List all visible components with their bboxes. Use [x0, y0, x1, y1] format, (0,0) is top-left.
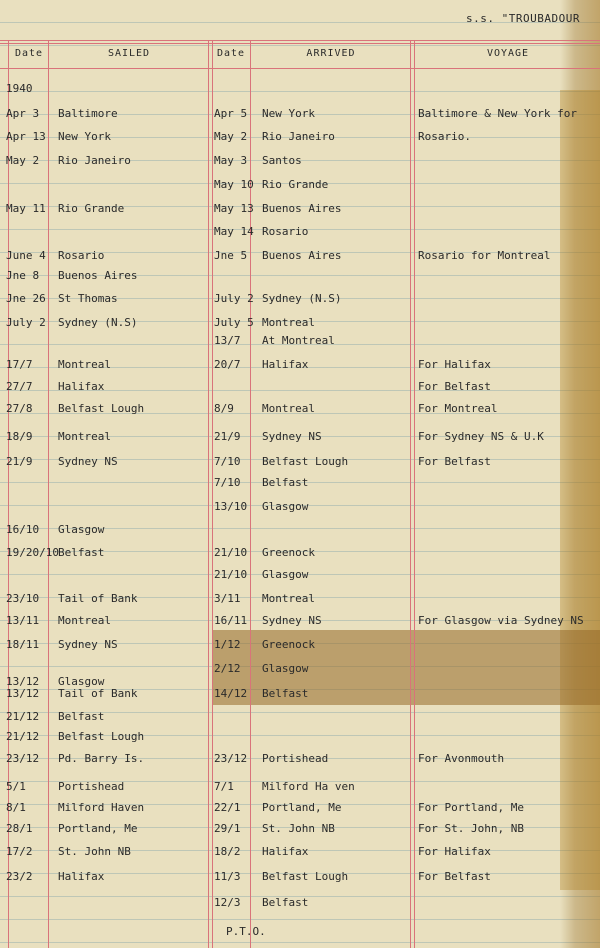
arrived-port-cell: Montreal [262, 316, 315, 329]
voyage-cell: For Halifax [418, 358, 491, 371]
sailed-date-cell: 5/1 [6, 780, 26, 793]
arrived-port-cell: Glasgow [262, 500, 309, 513]
sailed-date-cell: 8/1 [6, 801, 26, 814]
sailed-date-cell: 23/10 [6, 592, 40, 605]
sailed-date-cell: 13/12 [6, 687, 40, 700]
arrived-port-cell: Portishead [262, 752, 329, 765]
arrived-port-cell: Belfast Lough [262, 870, 349, 883]
column-rule-6 [410, 40, 411, 948]
sailed-port-cell: Glasgow [58, 523, 105, 536]
arrived-port-cell: Glasgow [262, 662, 309, 675]
arrived-date-cell: 12/3 [214, 896, 241, 909]
sailed-date-cell: Apr 3 [6, 107, 40, 120]
sailed-date-cell: 21/12 [6, 730, 40, 743]
column-rule-2 [48, 40, 49, 948]
arrived-date-cell: May 14 [214, 225, 254, 238]
sailed-port-cell: Tail of Bank [58, 687, 138, 700]
sailed-date-cell: 18/11 [6, 638, 40, 651]
sailed-port-cell: St. John NB [58, 845, 131, 858]
sailed-date-cell: 16/10 [6, 523, 40, 536]
sailed-port-cell: Belfast Lough [58, 402, 145, 415]
sailed-date-cell: 13/12 [6, 675, 40, 688]
sailed-date-cell: Apr 13 [6, 130, 46, 143]
sailed-date-cell: 18/9 [6, 430, 33, 443]
sailed-port-cell: Belfast Lough [58, 730, 145, 743]
paper-stain-right [560, 90, 600, 890]
header-rule-top-2 [0, 43, 600, 44]
arrived-date-cell: Jne 5 [214, 249, 248, 262]
arrived-port-cell: Halifax [262, 845, 309, 858]
arrived-port-cell: At Montreal [262, 334, 335, 347]
arrived-port-cell: New York [262, 107, 315, 120]
arrived-port-cell: Santos [262, 154, 302, 167]
sailed-port-cell: St Thomas [58, 292, 118, 305]
arrived-port-cell: Montreal [262, 402, 315, 415]
arrived-date-cell: 3/11 [214, 592, 241, 605]
sailed-date-cell: 19/20/10 [6, 546, 59, 559]
arrived-port-cell: Sydney (N.S) [262, 292, 342, 305]
voyage-cell: Rosario. [418, 130, 471, 143]
sailed-port-cell: Tail of Bank [58, 592, 138, 605]
sailed-date-cell: May 2 [6, 154, 40, 167]
voyage-cell: For Halifax [418, 845, 491, 858]
sailed-date-cell: July 2 [6, 316, 46, 329]
arrived-port-cell: Belfast [262, 687, 309, 700]
arrived-port-cell: Sydney NS [262, 430, 322, 443]
sailed-date-cell: 23/2 [6, 870, 33, 883]
arrived-port-cell: Belfast [262, 476, 309, 489]
sailed-port-cell: Montreal [58, 614, 111, 627]
voyage-cell: Baltimore & New York for [418, 107, 577, 120]
sailed-port-cell: Montreal [58, 430, 111, 443]
arrived-date-cell: 21/10 [214, 568, 248, 581]
arrived-date-cell: 8/9 [214, 402, 234, 415]
arrived-date-cell: 16/11 [214, 614, 248, 627]
arrived-date-cell: 14/12 [214, 687, 248, 700]
sailed-port-cell: Glasgow [58, 675, 105, 688]
arrived-date-cell: 29/1 [214, 822, 241, 835]
arrived-date-cell: 7/1 [214, 780, 234, 793]
sailed-date-cell: Jne 8 [6, 269, 40, 282]
sailed-port-cell: Rio Grande [58, 202, 125, 215]
column-rule-7 [414, 40, 415, 948]
sailed-date-cell: 13/11 [6, 614, 40, 627]
sailed-port-cell: Sydney (N.S) [58, 316, 138, 329]
arrived-port-cell: Milford Ha ven [262, 780, 355, 793]
arrived-port-cell: St. John NB [262, 822, 335, 835]
arrived-port-cell: Belfast Lough [262, 455, 349, 468]
arrived-date-cell: 2/12 [214, 662, 241, 675]
sailed-date-cell: 27/8 [6, 402, 33, 415]
arrived-port-cell: Halifax [262, 358, 309, 371]
voyage-cell: For St. John, NB [418, 822, 524, 835]
arrived-date-cell: May 2 [214, 130, 248, 143]
pto-note: P.T.O. [226, 925, 266, 938]
voyage-cell: For Sydney NS & U.K [418, 430, 544, 443]
voyage-cell: Rosario for Montreal [418, 249, 551, 262]
arrived-port-cell: Belfast [262, 896, 309, 909]
sailed-port-cell: Baltimore [58, 107, 118, 120]
sailed-date-cell: 27/7 [6, 380, 33, 393]
header-rule-bottom [0, 68, 600, 69]
column-rule-5 [250, 40, 251, 948]
voyage-cell: For Belfast [418, 380, 491, 393]
sailed-date-cell: May 11 [6, 202, 46, 215]
arrived-date-cell: 18/2 [214, 845, 241, 858]
sailed-port-cell: Buenos Aires [58, 269, 138, 282]
arrived-date-cell: July 5 [214, 316, 254, 329]
header-sailed: SAILED [107, 48, 151, 59]
arrived-port-cell: Greenock [262, 546, 315, 559]
voyage-cell: For Montreal [418, 402, 498, 415]
sailed-port-cell: Milford Haven [58, 801, 145, 814]
arrived-port-cell: Buenos Aires [262, 202, 342, 215]
arrived-date-cell: 13/7 [214, 334, 241, 347]
arrived-port-cell: Glasgow [262, 568, 309, 581]
arrived-date-cell: 23/12 [214, 752, 248, 765]
voyage-cell: For Belfast [418, 870, 491, 883]
column-rule-3 [208, 40, 209, 948]
arrived-date-cell: 21/9 [214, 430, 241, 443]
sailed-port-cell: Pd. Barry Is. [58, 752, 145, 765]
arrived-date-cell: May 3 [214, 154, 248, 167]
arrived-date-cell: 21/10 [214, 546, 248, 559]
arrived-port-cell: Greenock [262, 638, 315, 651]
sailed-date-cell: 17/7 [6, 358, 33, 371]
ship-name: s.s. "TROUBADOUR [466, 12, 580, 25]
sailed-port-cell: Portishead [58, 780, 125, 793]
arrived-date-cell: 13/10 [214, 500, 248, 513]
sailed-port-cell: Belfast [58, 546, 105, 559]
arrived-date-cell: 22/1 [214, 801, 241, 814]
sailed-port-cell: Halifax [58, 870, 105, 883]
voyage-cell: For Belfast [418, 455, 491, 468]
year-label: 1940 [6, 82, 33, 95]
arrived-date-cell: 7/10 [214, 476, 241, 489]
sailed-port-cell: Belfast [58, 710, 105, 723]
column-rule-4 [212, 40, 213, 948]
arrived-date-cell: 11/3 [214, 870, 241, 883]
sailed-date-cell: 21/9 [6, 455, 33, 468]
voyage-cell: For Glasgow via Sydney NS [418, 614, 584, 627]
arrived-date-cell: May 10 [214, 178, 254, 191]
header-date-arrived: Date [216, 48, 246, 59]
header-arrived: ARRIVED [306, 48, 356, 59]
sailed-port-cell: Sydney NS [58, 638, 118, 651]
arrived-date-cell: 7/10 [214, 455, 241, 468]
sailed-date-cell: Jne 26 [6, 292, 46, 305]
arrived-date-cell: May 13 [214, 202, 254, 215]
arrived-port-cell: Rosario [262, 225, 309, 238]
arrived-port-cell: Rio Janeiro [262, 130, 335, 143]
arrived-date-cell: July 2 [214, 292, 254, 305]
header-rule-top [0, 40, 600, 41]
arrived-date-cell: 20/7 [214, 358, 241, 371]
arrived-port-cell: Portland, Me [262, 801, 342, 814]
sailed-port-cell: Rio Janeiro [58, 154, 131, 167]
sailed-date-cell: 21/12 [6, 710, 40, 723]
sailed-port-cell: Sydney NS [58, 455, 118, 468]
voyage-cell: For Avonmouth [418, 752, 505, 765]
arrived-date-cell: 1/12 [214, 638, 241, 651]
sailed-port-cell: Halifax [58, 380, 105, 393]
sailed-date-cell: 28/1 [6, 822, 33, 835]
sailed-port-cell: Rosario [58, 249, 105, 262]
header-voyage: VOYAGE [486, 48, 530, 59]
sailed-date-cell: 17/2 [6, 845, 33, 858]
sailed-port-cell: New York [58, 130, 111, 143]
sailed-date-cell: 23/12 [6, 752, 40, 765]
sailed-port-cell: Portland, Me [58, 822, 138, 835]
arrived-port-cell: Buenos Aires [262, 249, 342, 262]
arrived-port-cell: Sydney NS [262, 614, 322, 627]
header-date-sailed: Date [14, 48, 44, 59]
arrived-port-cell: Montreal [262, 592, 315, 605]
voyage-cell: For Portland, Me [418, 801, 524, 814]
arrived-date-cell: Apr 5 [214, 107, 248, 120]
sailed-port-cell: Montreal [58, 358, 111, 371]
sailed-date-cell: June 4 [6, 249, 46, 262]
arrived-port-cell: Rio Grande [262, 178, 329, 191]
